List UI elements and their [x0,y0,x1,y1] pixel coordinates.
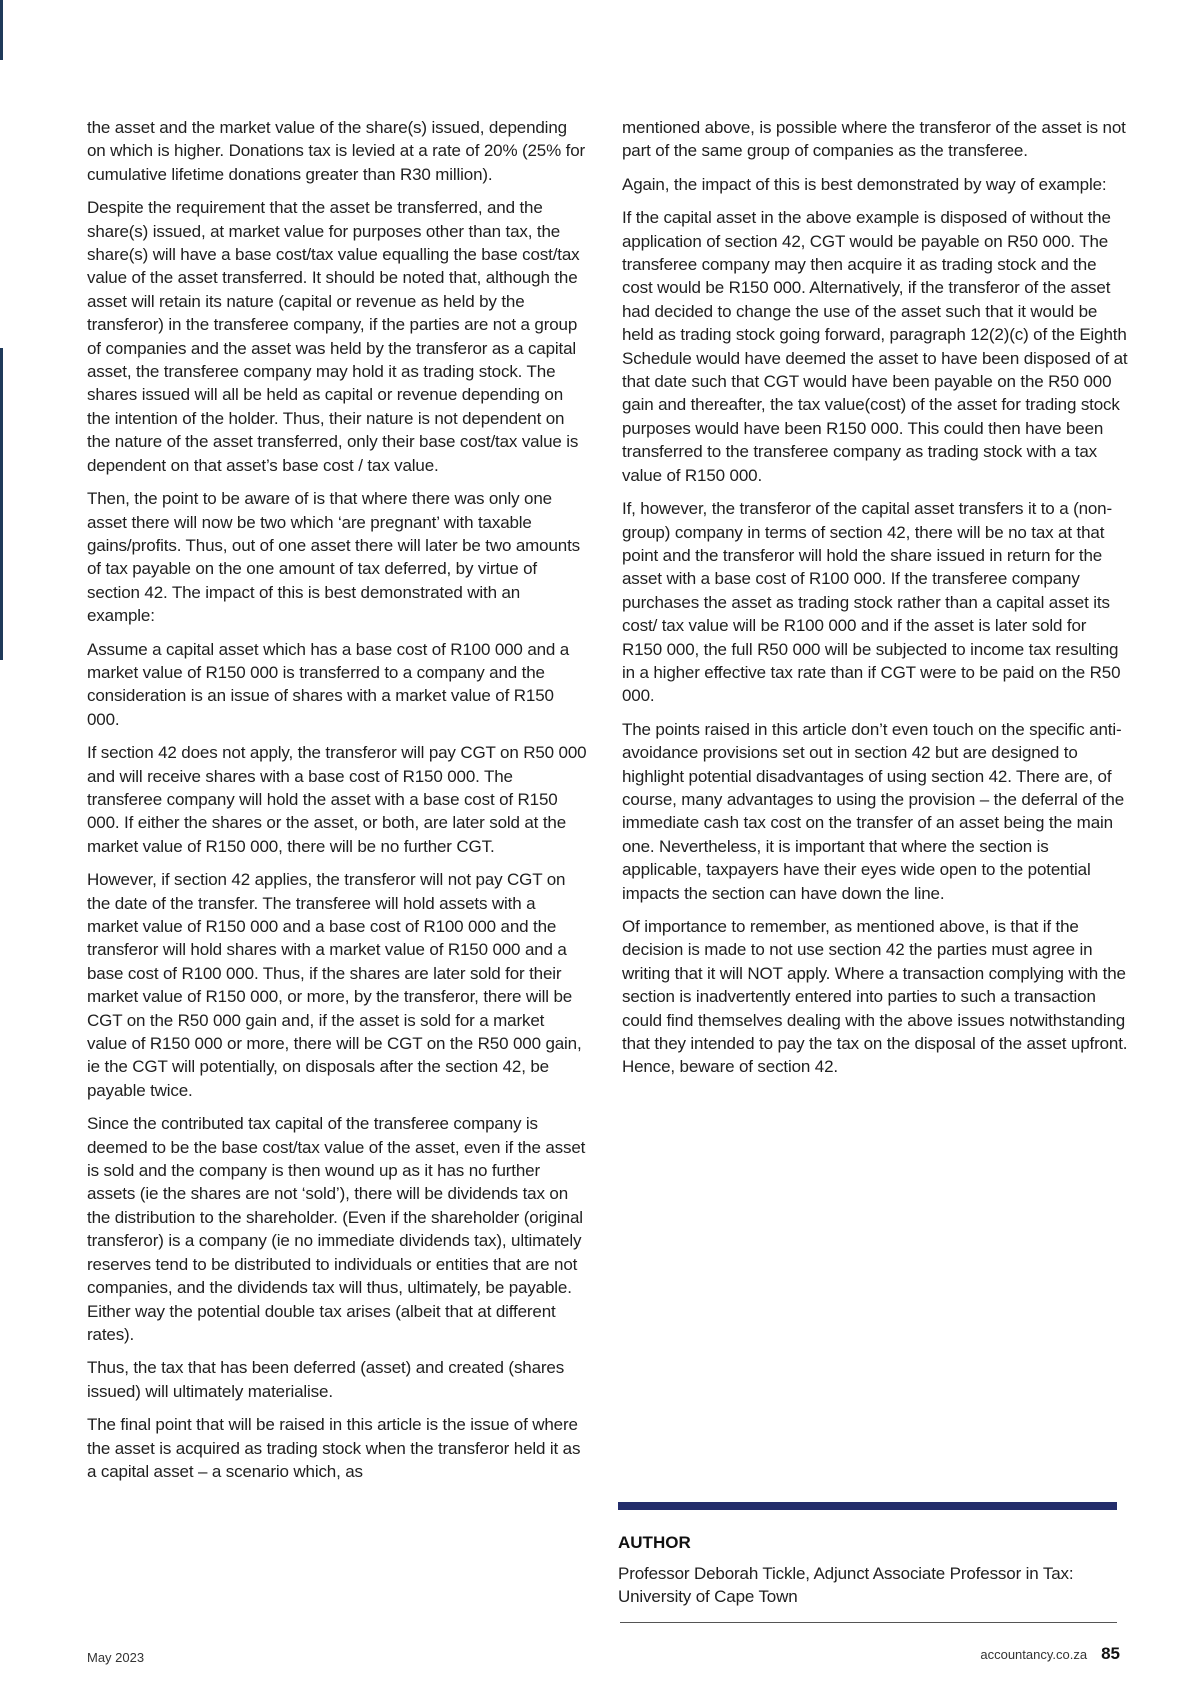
footer-date: May 2023 [87,1650,145,1665]
paragraph: However, if section 42 applies, the transferor will not pay CGT on the date of the transfer. The transferee will hold assets with a market value of R150 000 and a base cost of R100 000 and the transferor will hold shares with a market value of R150 000 and a base cost of R100 000. Thus, if the shares are later sold for their market value of R150 000, or more, by the transferor, there will be CGT on the R50 000 gain and, if the asset is sold for a market value of R150 000 or more, there will be CGT on the R50 000 gain, ie the CGT will potentially, on disposals after the section 42, be payable twice. [87,870,582,1100]
page-number: 85 [1101,1644,1120,1663]
page-edge-line [0,0,3,60]
author-heading: AUTHOR [618,1533,691,1552]
page-edge-line-lower [0,348,3,660]
paragraph: Assume a capital asset which has a base cost of R100 000 and a market value of R150 000 is transferred to a company and the consideration is an issue of shares with a market value of R150 000. [87,639,570,729]
paragraph: Despite the requirement that the asset be transferred, and the share(s) issued, at market value for purposes other than tax, the share(s) will have a base cost/tax value equalling the base cost/tax value of the asset transferred. It should be noted that, although the asset will retain its nature (capital or revenue as held by the transferor) in the transferee company, if the parties are not a group of companies and the asset was held by the transferor as a capital asset, the transferee company may hold it as trading stock. The shares issued will all be held as capital or revenue depending on the intention of the holder. Thus, their nature is not dependent on the nature of the asset transferred, only their base cost/tax value is dependent on that asset’s base cost / tax value. [87,198,580,475]
left-column [87,116,587,1493]
right-column [622,116,1130,1089]
footer-right [980,1644,1120,1664]
author-divider [620,1622,1117,1623]
paragraph: If section 42 does not apply, the transferor will pay CGT on R50 000 and will receive shares with a base cost of R150 000. The transferee company will hold the asset with a base cost of R150 000. If either the shares or the asset, or both, are later sold at the market value of R150 000, there will be no further CGT. [87,743,587,856]
paragraph: Thus, the tax that has been deferred (asset) and created (shares issued) will ultimately materialise. [87,1358,565,1401]
footer-site: accountancy.co.za [980,1647,1088,1662]
paragraph: Again, the impact of this is best demonstrated by way of example: [622,174,1107,194]
paragraph: Since the contributed tax capital of the transferee company is deemed to be the base cost/tax value of the asset, even if the asset is sold and the company is then wound up as it has no further assets (ie the shares are not ‘sold’), there will be dividends tax on the distribution to the shareholder. (Even if the shareholder (original transferor) is a company (ie no immediate dividends tax), ultimately reserves tend to be distributed to individuals or entities that are not companies, and the dividends tax will thus, ultimately, be payable. Either way the potential double tax arises (albeit that at different rates). [87,1114,586,1344]
paragraph: mentioned above, is possible where the transferor of the asset is not part of the same group of companies as the transferee. [622,118,1126,161]
author-box [618,1502,1117,1609]
author-description: Professor Deborah Tickle, Adjunct Associate Professor in Tax: University of Cape Town [618,1564,1074,1607]
paragraph: Of importance to remember, as mentioned above, is that if the decision is made to not use section 42 the parties must agree in writing that it will NOT apply. Where a transaction complying with the section is inadvertently entered into parties to such a transaction could find themselves dealing with the above issues notwithstanding that they intended to pay the tax on the disposal of the asset upfront. Hence, beware of section 42. [622,917,1128,1077]
paragraph: The points raised in this article don’t even touch on the specific anti-avoidance provisions set out in section 42 but are designed to highlight potential disadvantages of using section 42. There are, of course, many advantages to using the provision – the deferral of the immediate cash tax cost on the transfer of an asset being the main one. Nevertheless, it is important that where the section is applicable, taxpayers have their eyes wide open to the potential impacts the section can have down the line. [622,719,1125,903]
paragraph: the asset and the market value of the share(s) issued, depending on which is higher. Donations tax is levied at a rate of 20% (25% for cumulative lifetime donations greater than R30 million). [87,118,586,184]
paragraph: If, however, the transferor of the capital asset transfers it to a (non- group) company in terms of section 42, there will be no tax at that point and the transferor will hold the share issued in return for the asset with a base cost of R100 000. If the transferee company purchases the asset as trading stock rather than a capital asset its cost/ tax value will be R100 000 and if the asset is later sold for R150 000, the full R50 000 will be subjected to income tax resulting in a higher effective tax rate than if CGT were to be paid on the R50 000. [622,499,1121,706]
paragraph: If the capital asset in the above example is disposed of without the application of section 42, CGT would be payable on R50 000. The transferee company may then acquire it as trading stock and the cost would be R150 000. Alternatively, if the transferor of the asset had decided to change the use of the asset such that it would be held as trading stock going forward, paragraph 12(2)(c) of the Eighth Schedule would have deemed the asset to have been disposed of at that date such that CGT would have been payable on the R50 000 gain and thereafter, the tax value(cost) of the asset for trading stock purposes would have been R150 000. This could then have been transferred to the transferee company as trading stock with a tax value of R150 000. [622,208,1128,485]
author-accent-bar [618,1502,1117,1510]
paragraph: Then, the point to be aware of is that where there was only one asset there will now be two which ‘are pregnant’ with taxable gains/profits. Thus, out of one asset there will later be two amounts of tax payable on the one amount of tax deferred, by virtue of section 42. The impact of this is best demonstrated with an example: [87,489,580,626]
paragraph: The final point that will be raised in this article is the issue of where the asset is acquired as trading stock when the transferor held it as a capital asset – a scenario which, as [87,1415,581,1481]
